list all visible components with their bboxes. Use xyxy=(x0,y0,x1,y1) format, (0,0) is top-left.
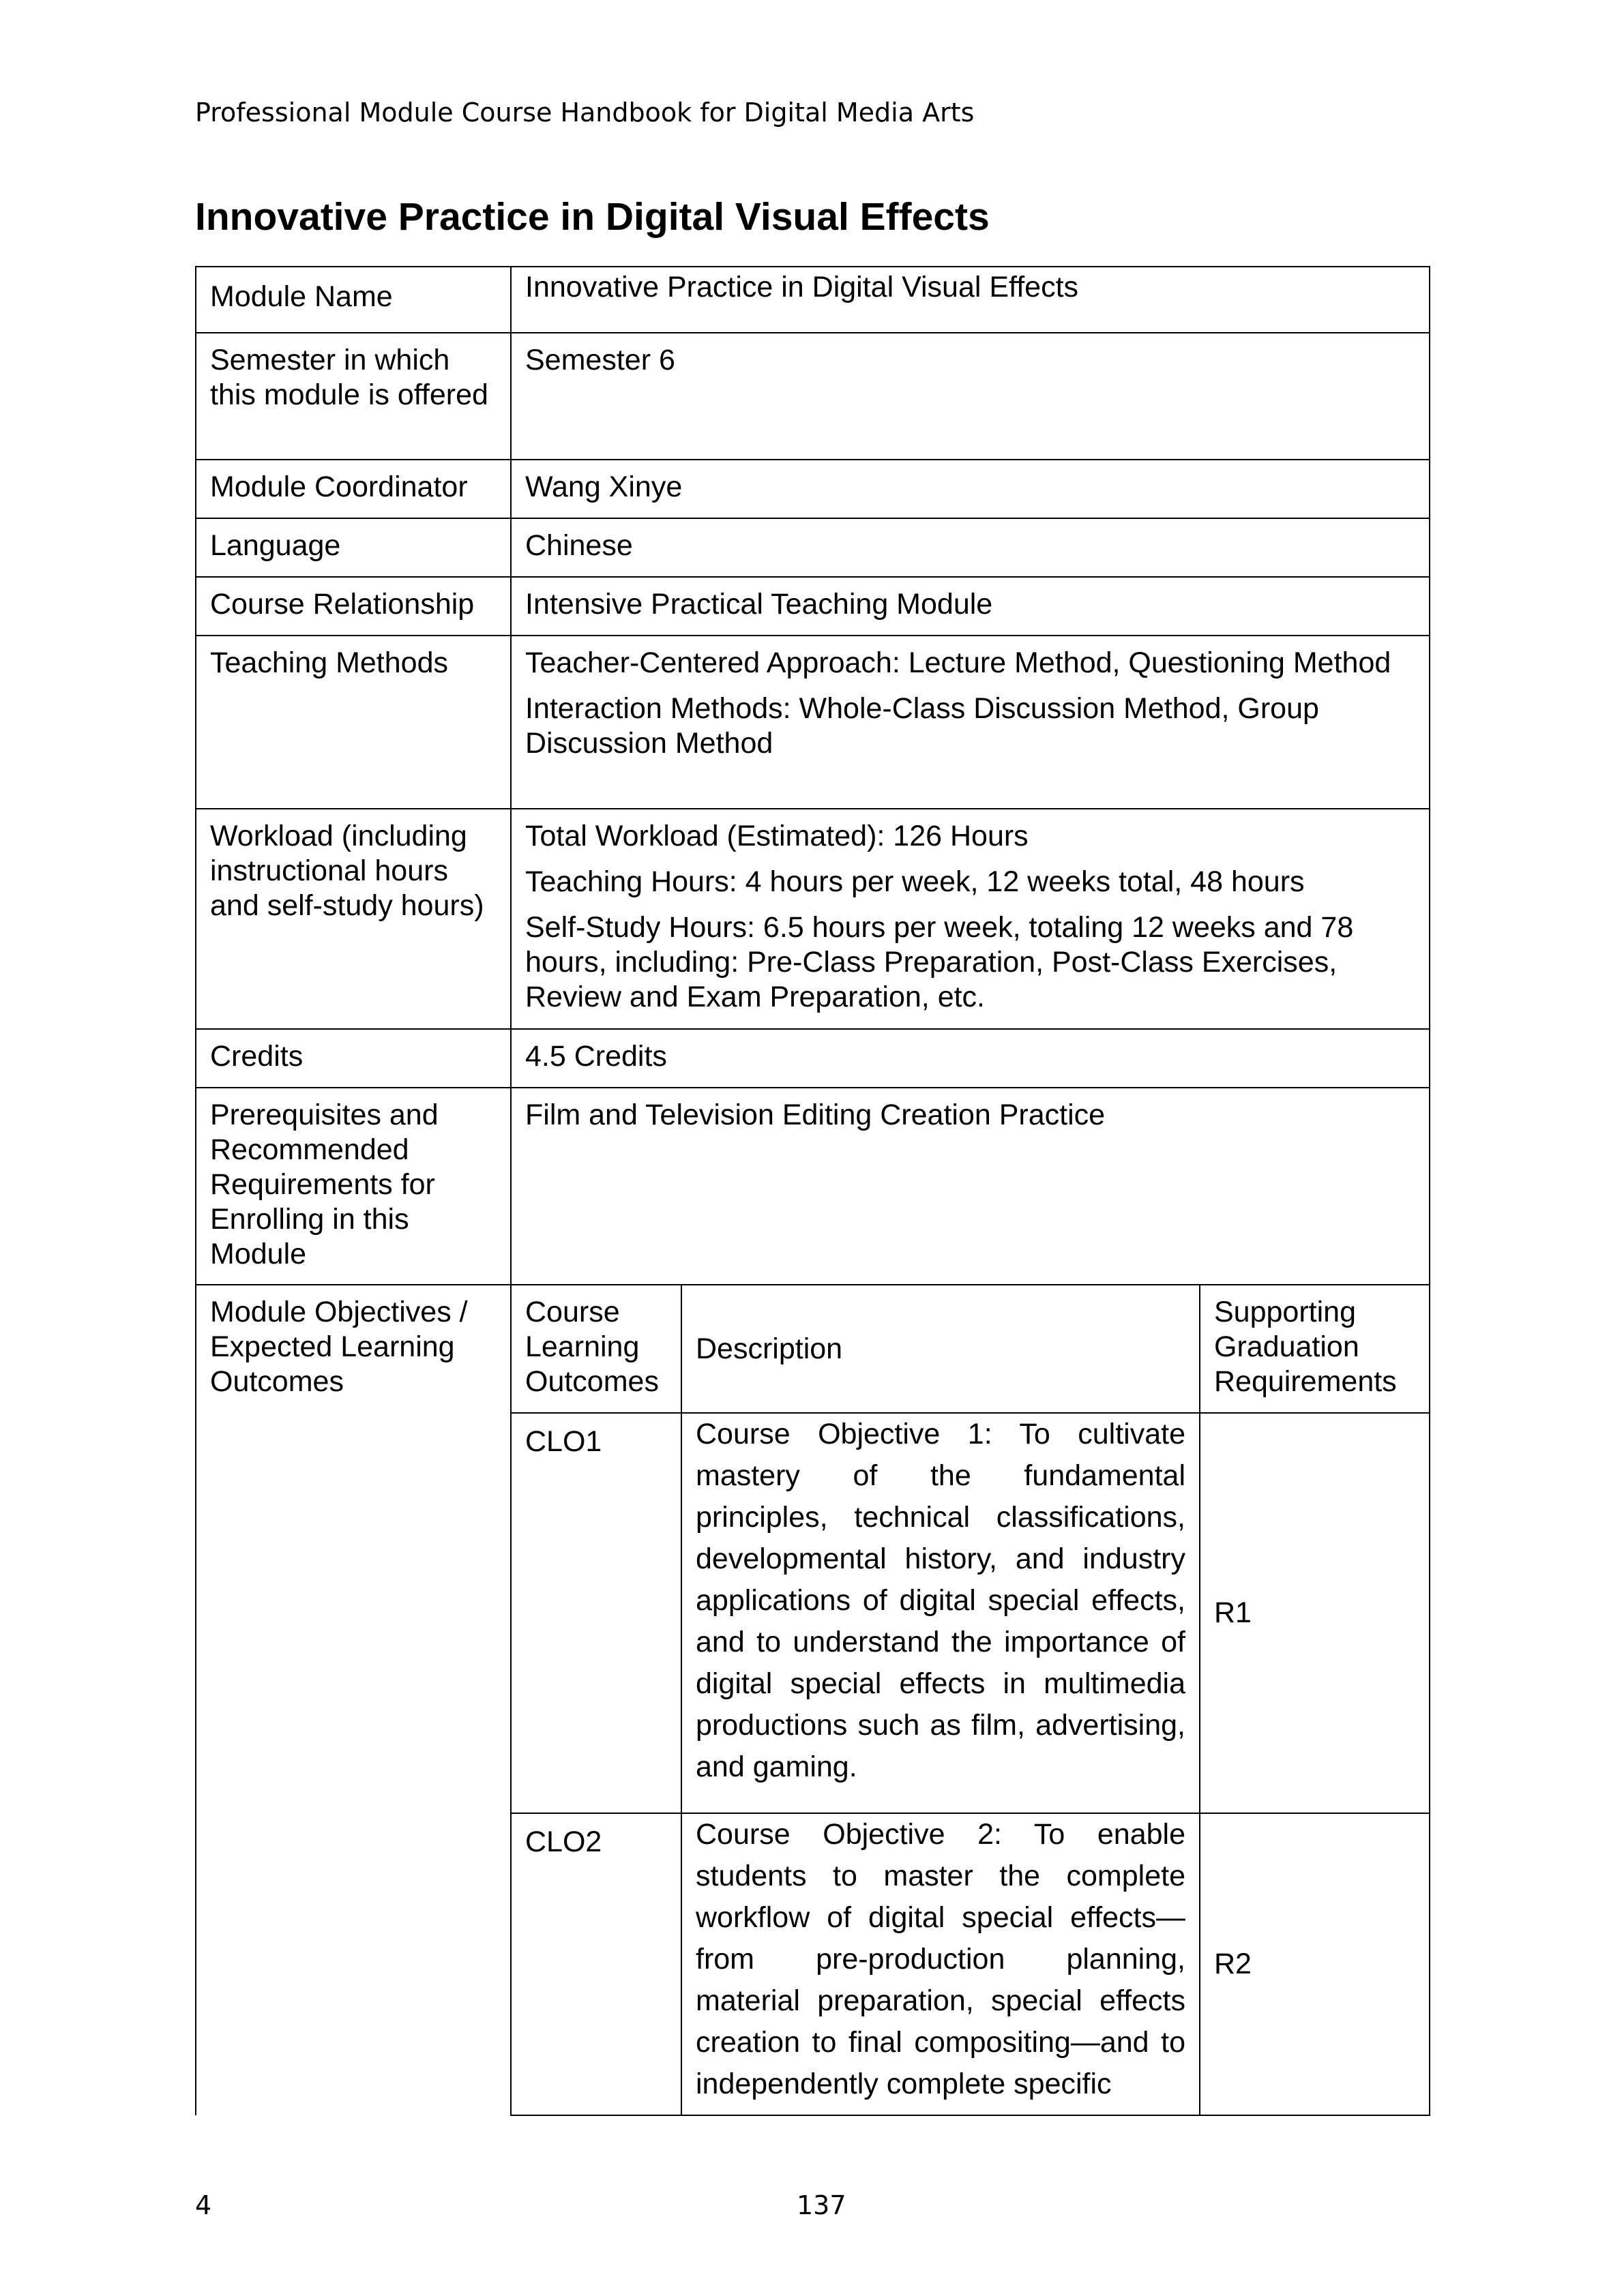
label-course-relationship: Course Relationship xyxy=(196,577,511,636)
header-clo: Course Learning Outcomes xyxy=(511,1285,681,1413)
row-language xyxy=(196,518,1430,577)
clo-requirement: R1 xyxy=(1200,1413,1430,1813)
running-header: Professional Module Course Handbook for Digital Media Arts xyxy=(195,98,975,128)
workload-teaching-hours: Teaching Hours: 4 hours per week, 12 weeks total, 48 hours xyxy=(525,865,1305,898)
row-course-relationship xyxy=(196,577,1430,636)
value-credits: 4.5 Credits xyxy=(511,1029,1430,1088)
workload-total: Total Workload (Estimated): 126 Hours xyxy=(525,820,1029,852)
label-coordinator: Module Coordinator xyxy=(196,460,511,518)
header-description: Description xyxy=(681,1285,1200,1413)
clo-id: CLO2 xyxy=(511,1813,681,2115)
teaching-method-interaction: Interaction Methods: Whole-Class Discussion Method, Group Discussion Method xyxy=(525,692,1319,760)
row-coordinator xyxy=(196,460,1430,518)
module-table xyxy=(195,266,1430,2116)
label-language: Language xyxy=(196,518,511,577)
value-course-relationship: Intensive Practical Teaching Module xyxy=(511,577,1430,636)
header-requirements: Supporting Graduation Requirements xyxy=(1200,1285,1430,1413)
footer-left-number: 4 xyxy=(195,2190,212,2220)
value-coordinator: Wang Xinye xyxy=(511,460,1430,518)
label-semester: Semester in which this module is offered xyxy=(196,333,511,460)
label-prerequisites: Prerequisites and Recommended Requirements for Enrolling in this Module xyxy=(196,1088,511,1285)
label-objectives: Module Objectives / Expected Learning Outcomes xyxy=(196,1285,511,2115)
value-module-name: Innovative Practice in Digital Visual Effects xyxy=(511,267,1430,333)
value-prerequisites: Film and Television Editing Creation Practice xyxy=(511,1088,1430,1285)
label-module-name: Module Name xyxy=(196,267,511,333)
teaching-method-teacher-centered: Teacher-Centered Approach: Lecture Method, Questioning Method xyxy=(525,646,1391,679)
clo-id: CLO1 xyxy=(511,1413,681,1813)
label-teaching-methods: Teaching Methods xyxy=(196,636,511,809)
value-workload xyxy=(511,809,1430,1029)
row-workload xyxy=(196,809,1430,1029)
page-title: Innovative Practice in Digital Visual Effects xyxy=(195,195,990,239)
value-semester: Semester 6 xyxy=(511,333,1430,460)
row-module-name xyxy=(196,267,1430,333)
value-language: Chinese xyxy=(511,518,1430,577)
workload-self-study: Self-Study Hours: 6.5 hours per week, totaling 12 weeks and 78 hours, including: Pre-Class Preparation, Post-Class Exercises, Review and Exam Preparation, etc. xyxy=(525,911,1354,1013)
row-teaching-methods xyxy=(196,636,1430,809)
row-prerequisites xyxy=(196,1088,1430,1285)
clo-description: Course Objective 2: To enable students to master the complete workflow of digital special effects—from pre-production planning, material preparation, special effects creation to final compositing—and to independently complete specific xyxy=(681,1813,1200,2115)
clo-requirement: R2 xyxy=(1200,1813,1430,2115)
value-teaching-methods xyxy=(511,636,1430,809)
row-credits xyxy=(196,1029,1430,1088)
clo-description: Course Objective 1: To cultivate mastery of the fundamental principles, technical classifications, developmental history, and industry applications of digital special effects, and to understand the importance of digital special effects in multimedia productions such as film, advertising, and gaming. xyxy=(681,1413,1200,1813)
label-workload: Workload (including instructional hours and self-study hours) xyxy=(196,809,511,1029)
row-semester xyxy=(196,333,1430,460)
label-credits: Credits xyxy=(196,1029,511,1088)
page-number: 137 xyxy=(797,2190,846,2220)
row-objectives-header xyxy=(196,1285,1430,1413)
